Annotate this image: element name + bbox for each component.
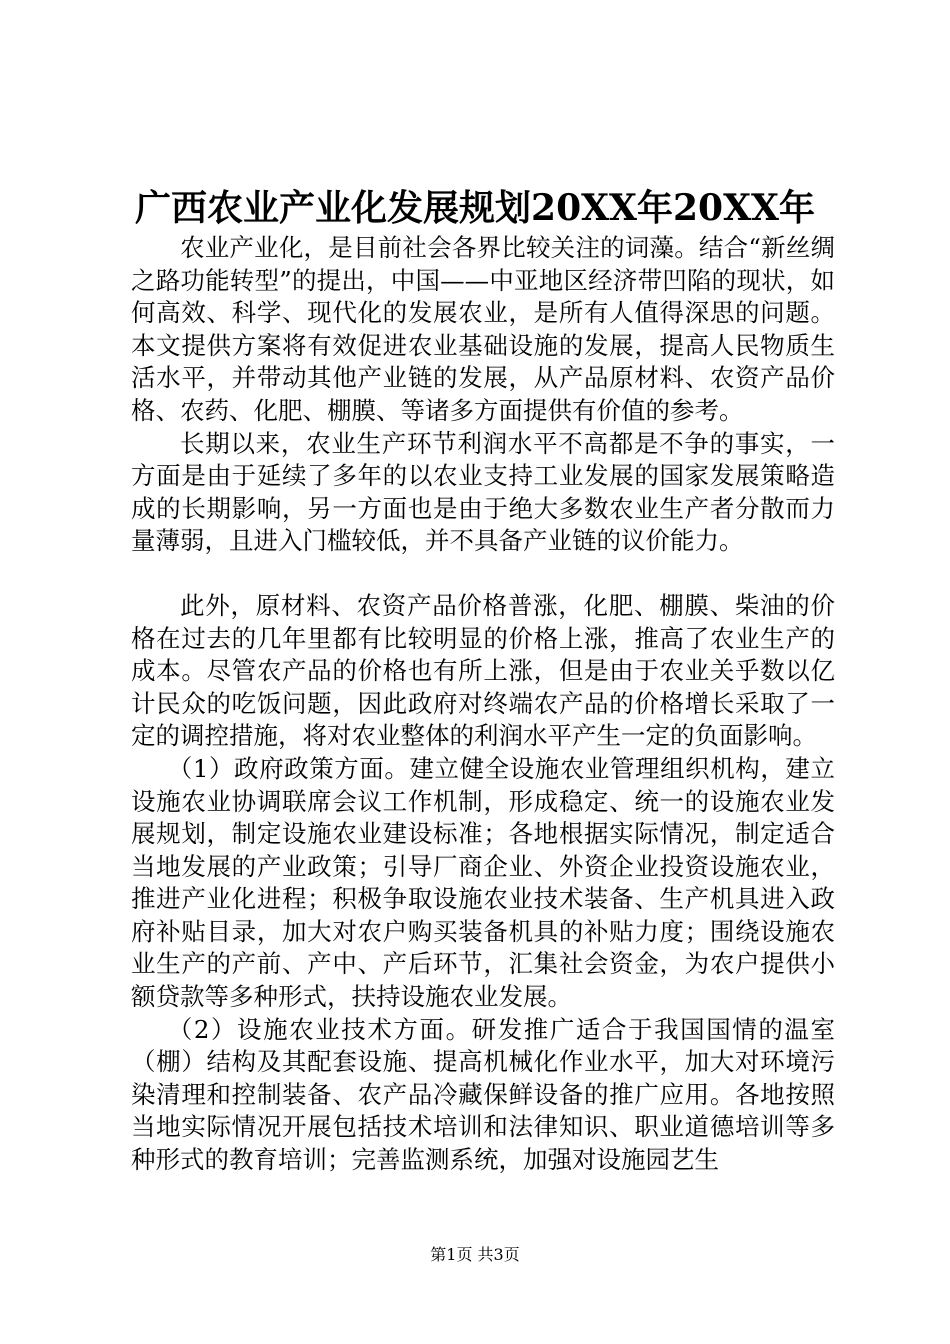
- paragraph-profit: 长期以来，农业生产环节利润水平不高都是不争的事实，一方面是由于延续了多年的以农业支持工业发展的国家发展策略造成的长期影响，另一方面也是由于绝大多数农业生产者分散而力量薄弱，且进入门槛较低，并不具备产业链的议价能力。: [131, 428, 835, 556]
- paragraph-intro: 农业产业化，是目前社会各界比较关注的词藻。结合“新丝绸之路功能转型”的提出，中国——中亚地区经济带凹陷的现状，如何高效、科学、现代化的发展农业，是所有人值得深思的问题。本文提供方案将有效促进农业基础设施的发展，提高人民物质生活水平，并带动其他产业链的发展，从产品原材料、农资产品价格、农药、化肥、棚膜、等诸多方面提供有价值的参考。: [131, 233, 835, 425]
- page-footer: 第1页 共3页: [430, 1245, 520, 1264]
- paragraph-technology: （2）设施农业技术方面。研发推广适合于我国国情的温室（棚）结构及其配套设施、提高机械化作业水平，加大对环境污染清理和控制装备、农产品冷藏保鲜设备的推广应用。各地按照当地实际情况开展包括技术培训和法律知识、职业道德培训等多种形式的教育培训；完善监测系统，加强对设施园艺生: [131, 1014, 835, 1175]
- document-body: [131, 232, 835, 1177]
- paragraph-cost: 此外，原材料、农资产品价格普涨，化肥、棚膜、柴油的价格在过去的几年里都有比较明显的价格上涨，推高了农业生产的成本。尽管农产品的价格也有所上涨，但是由于农业关乎数以亿计民众的吃饭问题，因此政府对终端农产品的价格增长采取了一定的调控措施，将对农业整体的利润水平产生一定的负面影响。: [131, 590, 835, 751]
- paragraph-gap: [131, 558, 835, 590]
- document-title: 广西农业产业化发展规划20XX年20XX年: [135, 187, 815, 229]
- paragraph-policy: （1）政府政策方面。建立健全设施农业管理组织机构，建立设施农业协调联席会议工作机制，形成稳定、统一的设施农业发展规划，制定设施农业建设标准；各地根据实际情况，制定适合当地发展的产业政策；引导厂商企业、外资企业投资设施农业，推进产业化进程；积极争取设施农业技术装备、生产机具进入政府补贴目录，加大对农户购买装备机具的补贴力度；围绕设施农业生产的产前、产中、产后环节，汇集社会资金，为农户提供小额贷款等多种形式，扶持设施农业发展。: [131, 753, 835, 1012]
